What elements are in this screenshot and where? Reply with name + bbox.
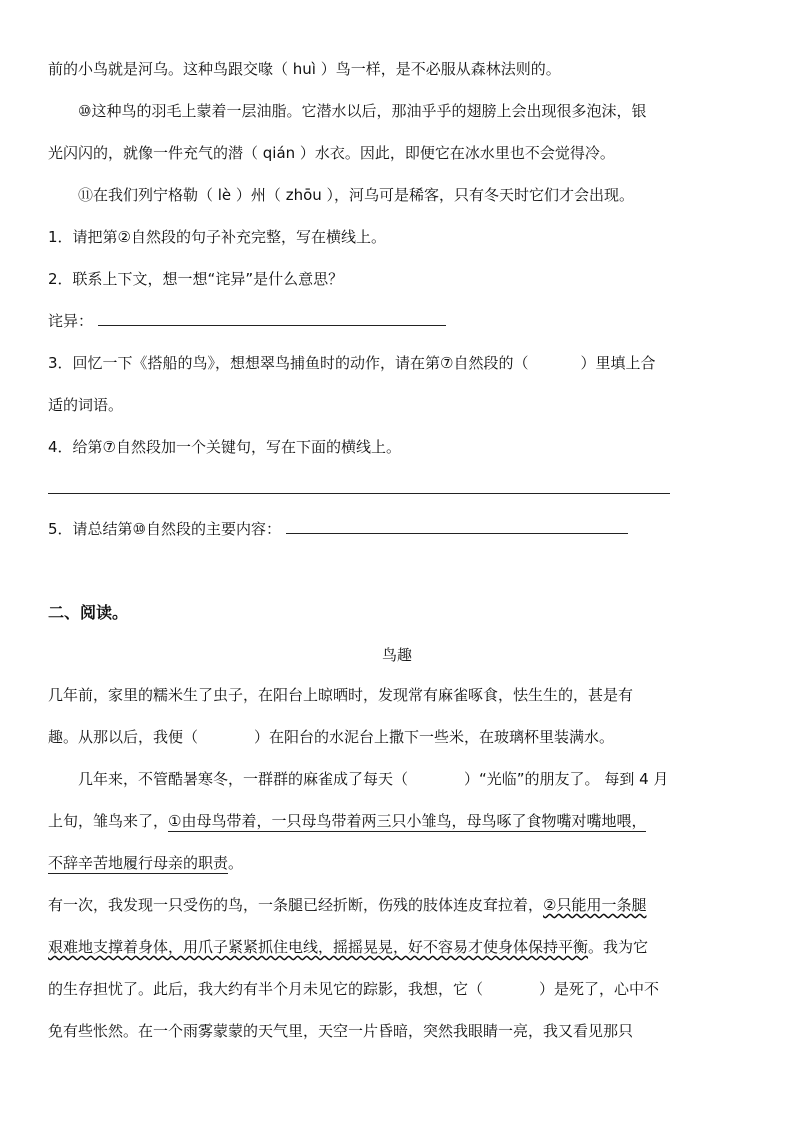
wavy-sentence-2b: 艰难地支撑着身体，用爪子紧紧抓住电线，摇摇晃晃，好不容易才使身体保持平衡 — [48, 938, 589, 956]
question-2-answer-row — [48, 310, 446, 332]
article-p3-line-3 — [48, 978, 659, 1000]
article-p2-text-b: ）“光临”的朋友了。 每到 4 月 — [464, 770, 669, 788]
question-1: 1．请把第②自然段的句子补充完整，写在横线上。 — [48, 228, 386, 246]
passage-line-1: 前的小鸟就是河乌。这种鸟跟交喙（ huì ）鸟一样，是不必服从森林法则的。 — [48, 60, 561, 78]
article-p3-text-a: 有一次，我发现一只受伤的鸟，一条腿已经折断，伤残的肢体连皮耷拉着， — [48, 896, 544, 914]
article-title: 鸟趣 — [381, 646, 412, 664]
underlined-sentence-1b: 不辞辛苦地履行母亲的职责 — [48, 854, 229, 872]
article-p2-text-d: 。 — [228, 854, 244, 872]
article-p3-line-1 — [48, 894, 646, 916]
underlined-sentence-1a: ①由母鸟带着，一只母鸟带着两三只小雏鸟，母鸟啄了食物嘴对嘴地喂， — [168, 812, 647, 830]
question-5-answer-blank[interactable] — [286, 518, 628, 534]
section-heading: 二、阅读。 — [48, 603, 129, 622]
article-p1-line-2 — [48, 726, 614, 748]
article-p3-line-2 — [48, 936, 648, 958]
passage-paragraph-11: ⑪在我们列宁格勒（ lè ）州（ zhōu ），河乌可是稀客，只有冬天时它们才会出现。 — [78, 186, 635, 204]
question-2-label: 诧异： — [48, 312, 94, 330]
question-5-row — [48, 518, 628, 540]
article-p3-line-4: 免有些怅然。在一个雨雾蒙蒙的天气里，天空一片昏暗，突然我眼睛一亮，我又看见那只 — [48, 1022, 634, 1040]
article-p3-text-d: ）是死了，心中不 — [539, 980, 660, 998]
question-4: 4．给第⑦自然段加一个关键句，写在下面的横线上。 — [48, 438, 401, 456]
question-2-answer-blank[interactable] — [98, 310, 446, 326]
question-3-text-end: ）里填上合 — [580, 354, 656, 372]
article-p1-text-a: 趣。从那以后，我便（ — [48, 728, 199, 746]
article-p3-text-b: 。我为它 — [588, 938, 649, 956]
passage-paragraph-10: ⑩这种鸟的羽毛上蒙着一层油脂。它潜水以后，那油乎乎的翅膀上会出现很多泡沫，银 — [78, 102, 647, 120]
question-3-line-1 — [48, 352, 656, 374]
article-p1-text-b: ）在阳台的水泥台上撒下一些米，在玻璃杯里装满水。 — [254, 728, 615, 746]
article-p3-text-c: 的生存担忧了。此后，我大约有半个月未见它的踪影，我想，它（ — [48, 980, 484, 998]
question-3-line-2: 适的词语。 — [48, 396, 124, 414]
wavy-sentence-2a: ②只能用一条腿 — [543, 896, 647, 914]
article-p2-line-1 — [78, 768, 668, 790]
article-p2-text-c: 上旬，雏鸟来了， — [48, 812, 169, 830]
question-5-text: 5．请总结第⑩自然段的主要内容： — [48, 520, 281, 538]
article-p2-line-3 — [48, 852, 243, 874]
article-p2-line-2 — [48, 810, 646, 832]
question-2: 2．联系上下文，想一想“诧异”是什么意思？ — [48, 270, 344, 288]
article-p2-text-a: 几年来，不管酷暑寒冬，一群群的麻雀成了每天（ — [78, 770, 409, 788]
question-3-text: 3．回忆一下《搭船的鸟》，想想翠鸟捕鱼时的动作，请在第⑦自然段的（ — [48, 354, 529, 372]
passage-line-3: 光闪闪的，就像一件充气的潜（ qián ）水衣。因此，即便它在冰水里也不会觉得冷。 — [48, 144, 615, 162]
article-p1-line-1: 几年前，家里的糯米生了虫子，在阳台上晾晒时，发现常有麻雀啄食，怯生生的，甚是有 — [48, 686, 634, 704]
question-4-answer-line[interactable] — [48, 493, 670, 494]
